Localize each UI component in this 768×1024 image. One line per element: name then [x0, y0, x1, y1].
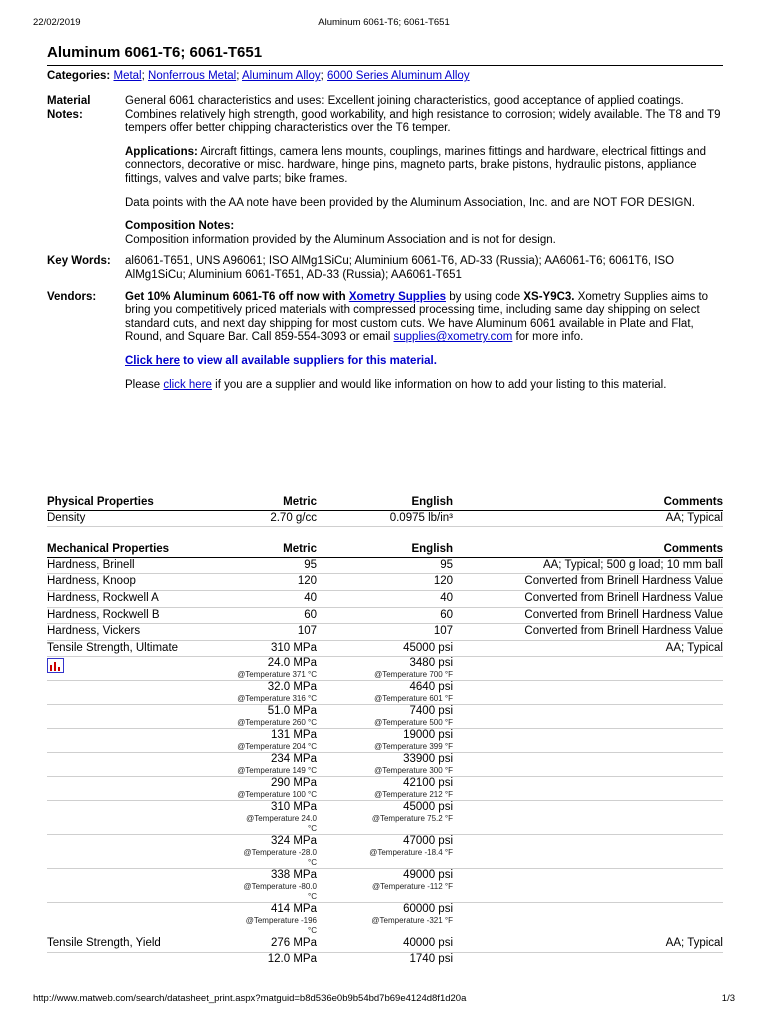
comments-heading: Comments: [453, 494, 723, 510]
bar-chart-icon[interactable]: [47, 658, 64, 673]
temperature-row: 131 MPa @Temperature 204 °C 19000 psi @Temperature 399 °F: [47, 729, 723, 753]
xometry-supplies-link[interactable]: Xometry Supplies: [348, 290, 446, 303]
aa-note: Data points with the AA note have been provided by the Aluminum Association, Inc. and are NOT FOR DESIGN.: [125, 196, 695, 209]
table-row: Tensile Strength, Ultimate 310 MPa 45000 psi AA; Typical: [47, 640, 723, 657]
print-title: Aluminum 6061-T6; 6061-T651: [318, 17, 450, 28]
temperature-row: 51.0 MPa @Temperature 260 °C 7400 psi @Temperature 500 °F: [47, 705, 723, 729]
table-row: Hardness, Rockwell A 40 40 Converted from Brinell Hardness Value: [47, 590, 723, 607]
print-header: [33, 17, 735, 31]
add-listing-line: Please click here if you are a supplier and would like information on how to add your listing to this material.: [125, 378, 667, 391]
mechanical-header-row: [47, 527, 723, 558]
key-words: al6061-T651, UNS A96061; ISO AlMg1SiCu; Aluminium 6061-T6, AD-33 (Russia); AA6061-T6; 6061T6, ISO AlMg1SiCu; Aluminium 6061-T651, AD-33 (Russia); AA6061-T651: [125, 255, 675, 281]
table-row: Hardness, Knoop 120 120 Converted from Brinell Hardness Value: [47, 574, 723, 591]
promo-code: XS-Y9C3.: [523, 290, 575, 303]
temperature-row: 32.0 MPa @Temperature 316 °C 4640 psi @Temperature 601 °F: [47, 681, 723, 705]
general-notes: General 6061 characteristics and uses: Excellent joining characteristics, good acceptance of applied coatings. Combines relatively high strength, good workability, and high resistance to corrosion; widely available. The T8 and T9 tempers offer better chipping characteristics over the T6 temper.: [125, 95, 721, 135]
temperature-row: 12.0 MPa 1740 psi: [267, 952, 453, 965]
suppliers-line: Click here to view all available suppliers for this material.: [125, 354, 437, 367]
temperature-row: 310 MPa @Temperature 24.0 °C 45000 psi @Temperature 75.2 °F: [47, 801, 723, 835]
table-row: Tensile Strength, Yield 276 MPa 40000 psi AA; Typical: [47, 936, 723, 952]
category-link-metal[interactable]: Metal: [113, 70, 142, 82]
comments-heading: Comments: [453, 527, 723, 558]
print-date: 22/02/2019: [33, 17, 81, 28]
temperature-row: 234 MPa @Temperature 149 °C 33900 psi @Temperature 300 °F: [47, 753, 723, 777]
properties-table: [47, 494, 723, 967]
english-heading: English: [317, 494, 453, 510]
mechanical-properties-heading: Mechanical Properties: [47, 527, 237, 558]
email-link[interactable]: supplies@xometry.com: [393, 331, 513, 344]
add-listing-link[interactable]: click here: [163, 378, 212, 391]
categories-label: Categories:: [47, 70, 111, 82]
applications-notes: Applications: Aircraft fittings, camera lens mounts, couplings, marines fittings and hardware, electrical fittings and connectors, decorative or misc. hardware, hinge pins, magneto parts, brake pistons, hydraulic pistons, appliance fittings, valves and valve parts; bike frames.: [125, 145, 706, 185]
key-words-label: Key Words:: [47, 255, 111, 268]
page-url: http://www.matweb.com/search/datasheet_print.aspx?matguid=b8d536e0b9b54bd7b69e4124d8f1d20a: [33, 993, 467, 1004]
datasheet-content: [47, 44, 723, 392]
table-row: Hardness, Vickers 107 107 Converted from Brinell Hardness Value: [47, 624, 723, 641]
vendors-label: Vendors:: [47, 290, 97, 303]
material-notes: [125, 95, 723, 247]
metric-heading: Metric: [237, 494, 317, 510]
physical-properties-heading: Physical Properties: [47, 494, 237, 510]
view-suppliers-link[interactable]: Click here: [125, 354, 180, 367]
temperature-row: 24.0 MPa @Temperature 371 °C 3480 psi @Temperature 700 °F: [47, 657, 723, 681]
temperature-row: 324 MPa @Temperature -28.0 °C 47000 psi @Temperature -18.4 °F: [47, 835, 723, 869]
print-footer: [33, 993, 735, 1007]
category-link-6000-series[interactable]: 6000 Series Aluminum Alloy: [327, 70, 470, 82]
metric-heading: Metric: [237, 527, 317, 558]
composition-notes: Composition Notes: Composition information provided by the Aluminum Association and is not for design.: [125, 220, 556, 246]
table-row: Density 2.70 g/cc 0.0975 lb/in³ AA; Typical: [47, 510, 723, 527]
vendors: [125, 283, 723, 393]
temperature-row: 290 MPa @Temperature 100 °C 42100 psi @Temperature 212 °F: [47, 777, 723, 801]
category-link-nonferrous-metal[interactable]: Nonferrous Metal: [148, 70, 237, 82]
temperature-row: 338 MPa @Temperature -80.0 °C 49000 psi @Temperature -112 °F: [47, 869, 723, 903]
table-row: Hardness, Rockwell B 60 60 Converted from Brinell Hardness Value: [47, 607, 723, 624]
vendor-offer: Get 10% Aluminum 6061-T6 off now with Xometry Supplies by using code XS-Y9C3. Xometry Supplies aims to bring you competitively priced materials with compressed processing time, including same day shipping on select standard cuts, and next day shipping for most custom cuts. We have Aluminum 6061 available in Plate and Flat, Round, and Square Bar. Call 859-554-3093 or email supplies@xometry.com for more info.: [125, 290, 709, 344]
page-number: 1/3: [721, 993, 735, 1004]
temperature-row: 414 MPa @Temperature -196 °C 60000 psi @Temperature -321 °F: [245, 903, 453, 936]
table-row: Hardness, Brinell 95 95 AA; Typical; 500 g load; 10 mm ball: [47, 557, 723, 574]
category-link-aluminum-alloy[interactable]: Aluminum Alloy: [242, 70, 321, 82]
physical-header-row: [47, 494, 723, 510]
categories: Categories: Metal; Nonferrous Metal; Aluminum Alloy; 6000 Series Aluminum Alloy: [47, 70, 470, 82]
page-title: Aluminum 6061-T6; 6061-T651: [47, 44, 723, 66]
material-info: [47, 95, 723, 392]
material-notes-label: Material Notes:: [47, 95, 91, 121]
english-heading: English: [317, 527, 453, 558]
